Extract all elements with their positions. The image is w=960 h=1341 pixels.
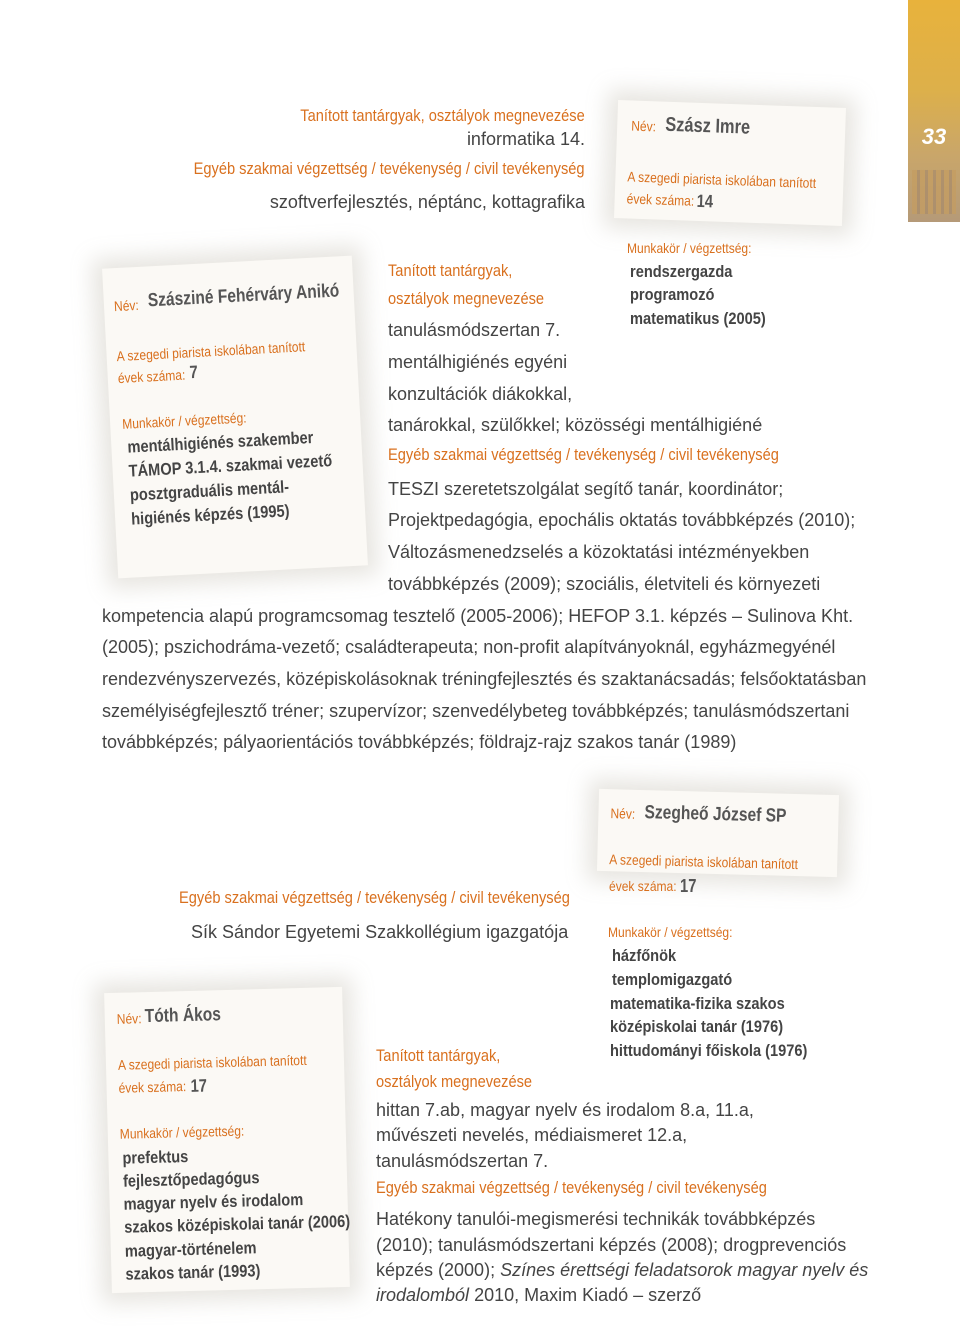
- book-publisher: 2010, Maxim Kiadó – szerző: [474, 1285, 702, 1305]
- subjects-heading-line2: osztályok megnevezése: [388, 289, 545, 308]
- subjects-heading-top: Tanított tantárgyak, osztályok megnevezése: [300, 106, 585, 125]
- job-line-1: házfőnök: [612, 946, 677, 965]
- job-line-5: hittudományi főiskola (1976): [610, 1041, 808, 1060]
- subjects-line-3: tanulásmódszertan 7.: [376, 1151, 549, 1171]
- page-number: 33: [921, 124, 947, 149]
- other-value-szeghe: Sík Sándor Egyetemi Szakkollégium igazgatója: [191, 922, 569, 942]
- name-label: Név:: [630, 117, 657, 135]
- job-line-2: fejlesztőpedagógus: [122, 1168, 260, 1191]
- profile-card-szasz: [614, 100, 846, 226]
- job-line-1: rendszergazda: [630, 262, 733, 281]
- subjects-heading-line2-toth: osztályok megnevezése: [376, 1072, 533, 1091]
- years-label-line1: A szegedi piarista iskolában tanított: [609, 851, 799, 873]
- building-photo: [912, 170, 956, 214]
- subjects-value-top: informatika 14.: [466, 129, 585, 149]
- profile-card-toth: [104, 987, 350, 1293]
- job-line-2: programozó: [630, 285, 715, 304]
- profile-card-szasziné: [102, 256, 368, 579]
- years-label-line1: A szegedi piarista iskolában tanított: [116, 338, 306, 365]
- job-line-3: matematikus (2005): [630, 309, 766, 328]
- job-line-2: templomigazgató: [612, 970, 733, 989]
- years-label-line2: évek száma:: [626, 190, 695, 209]
- job-line-4: higiénés képzés (1995): [130, 501, 290, 529]
- name-value: Szásziné Fehérváry Anikó: [147, 280, 340, 312]
- other-line-4: továbbképzés (2009); szociális, életviteli és környezeti: [388, 574, 821, 594]
- job-line-4: szakos középiskolai tanár (2006): [123, 1211, 351, 1237]
- job-label: Munkakör / végzettség:: [121, 409, 247, 432]
- other-line-3-text: képzés (2000);: [376, 1260, 496, 1280]
- page-number-tab: [908, 0, 960, 222]
- job-line-3: matematika-fizika szakos: [610, 994, 785, 1013]
- years-value-szeghe: 17: [680, 876, 697, 896]
- other-line-3: Változásmenedzselés a közoktatási intézményekben: [388, 542, 810, 562]
- years-value: 14: [696, 190, 714, 212]
- job-line-4: középiskolai tanár (1976): [610, 1017, 784, 1036]
- name-label: Név:: [116, 1010, 142, 1027]
- other-line-9: továbbképzés; pályaorientációs továbbképzés; földrajz-rajz szakos tanár (1989): [102, 732, 737, 752]
- other-line-2: (2010); tanulásmódszertani képzés (2008); drogprevenciós: [376, 1235, 847, 1255]
- subjects-line-2: mentálhigiénés egyéni: [388, 352, 568, 372]
- job-line-2: TÁMOP 3.1.4. szakmai vezető: [128, 450, 333, 481]
- other-line-3: [376, 1260, 868, 1281]
- other-heading-top: Egyéb szakmai végzettség / tevékenység / civil tevékenység: [194, 159, 585, 178]
- book-title-part1: Színes érettségi feladatsorok magyar nyelv és: [500, 1260, 869, 1280]
- job-line-5: magyar-történelem: [124, 1238, 257, 1261]
- profile-card-szeghe: [597, 789, 839, 877]
- subjects-line-2: művészeti nevelés, médiaismeret 12.a,: [376, 1125, 688, 1145]
- job-label-szasz: Munkakör / végzettség:: [627, 240, 752, 256]
- years-label-line1: A szegedi piarista iskolában tanított: [627, 168, 817, 192]
- years-value: 17: [190, 1075, 208, 1096]
- other-heading-toth: Egyéb szakmai végzettség / tevékenység / civil tevékenység: [376, 1178, 767, 1197]
- other-line-5: kompetencia alapú programcsomag tesztelő (2005-2006); HEFOP 3.1. képzés – Sulinova Kht.: [102, 606, 854, 626]
- job-label-szeghe: Munkakör / végzettség:: [608, 924, 733, 940]
- years-label-line1: A szegedi piarista iskolában tanított: [117, 1051, 307, 1073]
- other-line-1: TESZI szeretetszolgálat segítő tanár, koordinátor;: [388, 479, 784, 499]
- name-value: Szász Imre: [664, 113, 751, 139]
- other-line-2: Projektpedagógia, epochális oktatás továbbképzés (2010);: [388, 510, 856, 530]
- name-value: Tóth Ákos: [144, 1004, 222, 1028]
- name-value: Szegheő József SP: [644, 802, 787, 827]
- job-line-3: posztgraduális mentál-: [129, 477, 290, 505]
- years-value: 7: [189, 361, 199, 383]
- other-value-top: szoftverfejlesztés, néptánc, kottagrafika: [269, 192, 585, 212]
- job-line-1: prefektus: [122, 1147, 189, 1168]
- other-line-4: [376, 1285, 701, 1306]
- other-line-7: rendezvényszervezés, középiskolásoknak tréningfejlesztés és szaktanácsadás; felsőoktatásban: [102, 669, 867, 689]
- years-label-line2: évek száma:: [117, 366, 186, 387]
- other-heading-szeghe: Egyéb szakmai végzettség / tevékenység / civil tevékenység: [179, 888, 570, 907]
- subjects-line-3: konzultációk diákokkal,: [388, 384, 573, 404]
- book-title-part2: irodalomból: [376, 1285, 470, 1305]
- job-line-6: szakos tanár (1993): [125, 1261, 261, 1284]
- subjects-line-4: tanárokkal, szülőkkel; közösségi mentálhigiéné: [388, 415, 763, 435]
- other-line-1: Hatékony tanulói-megismerési technikák továbbképzés: [376, 1209, 816, 1229]
- name-label: Név:: [113, 296, 140, 315]
- years-label-line2-szeghe: évek száma:: [609, 878, 677, 894]
- other-line-8: személyiségfejlesztő tréner; szupervízor; szenvedélybeteg továbbképzés; tanulásmódszertani: [102, 701, 850, 721]
- job-line-3: magyar nyelv és irodalom: [123, 1190, 304, 1214]
- job-label: Munkakör / végzettség:: [119, 1122, 245, 1142]
- years-label-line2: évek száma:: [118, 1078, 187, 1096]
- subjects-line-1: tanulásmódszertan 7.: [388, 320, 561, 340]
- other-heading-szasziné: Egyéb szakmai végzettség / tevékenység / civil tevékenység: [388, 445, 779, 464]
- subjects-heading-line1-toth: Tanított tantárgyak,: [376, 1046, 501, 1065]
- subjects-line-1: hittan 7.ab, magyar nyelv és irodalom 8.a, 11.a,: [376, 1100, 754, 1120]
- subjects-heading-line1: Tanított tantárgyak,: [388, 261, 513, 280]
- job-line-1: mentálhigiénés szakember: [126, 427, 314, 457]
- other-line-6: (2005); pszichodráma-vezető; családterapeuta; non-profit alapítványoknál, egyházmegyénél: [102, 637, 836, 657]
- name-label: Név:: [610, 805, 636, 822]
